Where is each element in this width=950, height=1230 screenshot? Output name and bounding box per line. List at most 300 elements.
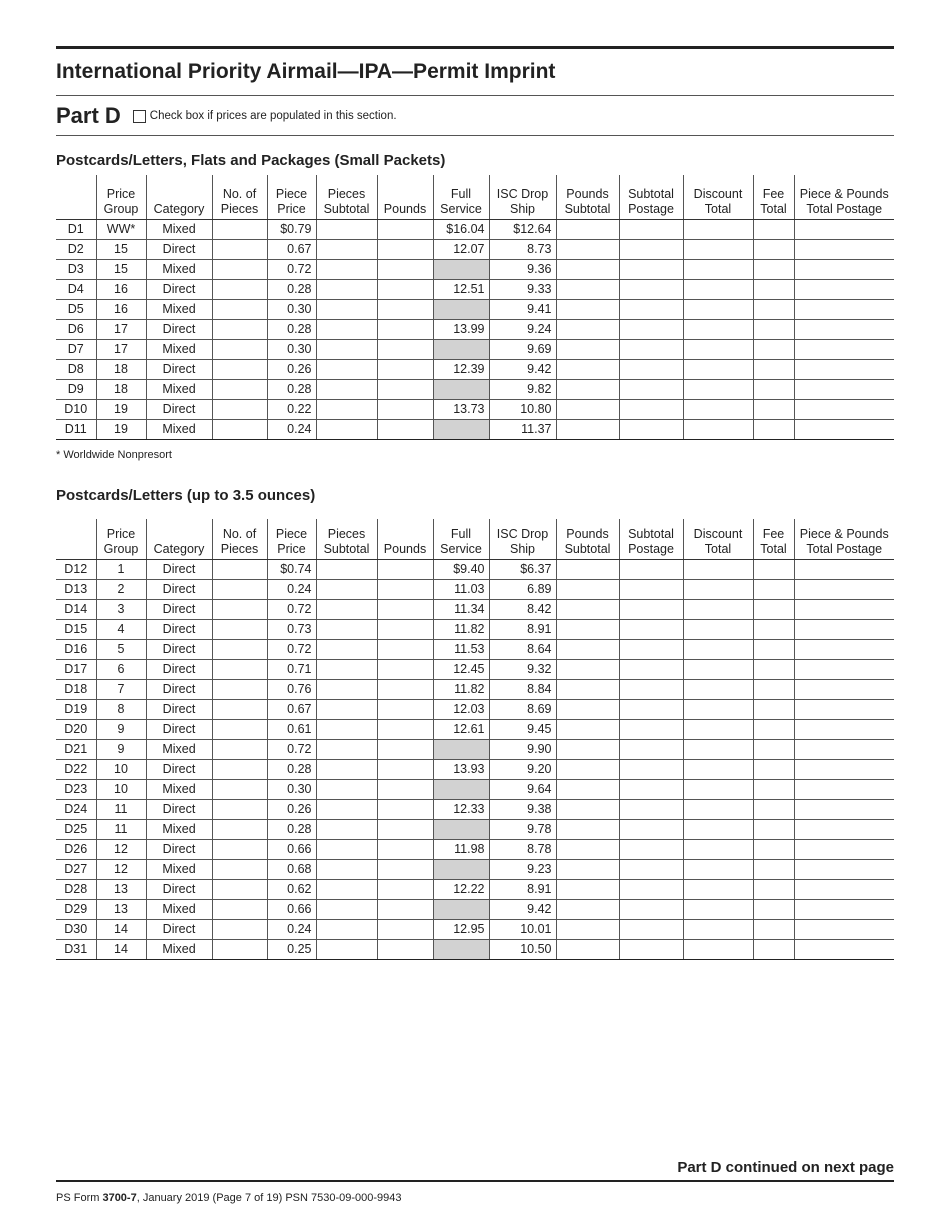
isc-drop-ship-price: 9.82: [489, 379, 556, 399]
discount-total-cell[interactable]: [683, 419, 753, 439]
no-of-pieces-cell[interactable]: [212, 279, 267, 299]
table-row: [56, 299, 894, 319]
pieces-subtotal-cell[interactable]: [316, 739, 377, 759]
pounds-subtotal-cell[interactable]: [556, 899, 619, 919]
no-of-pieces-cell[interactable]: [212, 239, 267, 259]
discount-total-cell[interactable]: [683, 599, 753, 619]
pounds-cell[interactable]: [377, 239, 433, 259]
pounds-subtotal-cell[interactable]: [556, 819, 619, 839]
total-postage-cell[interactable]: [794, 639, 894, 659]
pounds-cell[interactable]: [377, 899, 433, 919]
total-postage-cell[interactable]: [794, 679, 894, 699]
discount-total-cell[interactable]: [683, 279, 753, 299]
pounds-cell[interactable]: [377, 799, 433, 819]
pounds-subtotal-cell[interactable]: [556, 719, 619, 739]
line-id: D15: [56, 619, 96, 639]
total-postage-cell[interactable]: [794, 579, 894, 599]
subtotal-postage-cell[interactable]: [619, 639, 683, 659]
pounds-subtotal-cell[interactable]: [556, 219, 619, 239]
pieces-subtotal-cell[interactable]: [316, 899, 377, 919]
total-postage-cell[interactable]: [794, 279, 894, 299]
total-postage-cell[interactable]: [794, 399, 894, 419]
line-id: D8: [56, 359, 96, 379]
pounds-subtotal-cell[interactable]: [556, 299, 619, 319]
total-postage-cell[interactable]: [794, 799, 894, 819]
discount-total-cell[interactable]: [683, 379, 753, 399]
table-row: [56, 399, 894, 419]
total-postage-cell[interactable]: [794, 779, 894, 799]
pieces-subtotal-cell[interactable]: [316, 599, 377, 619]
pounds-subtotal-cell[interactable]: [556, 359, 619, 379]
subtotal-postage-cell[interactable]: [619, 219, 683, 239]
total-postage-cell[interactable]: [794, 259, 894, 279]
pounds-subtotal-cell[interactable]: [556, 619, 619, 639]
price-group: 16: [96, 299, 146, 319]
subtotal-postage-cell[interactable]: [619, 879, 683, 899]
pounds-cell[interactable]: [377, 919, 433, 939]
pounds-cell[interactable]: [377, 879, 433, 899]
line-id: D12: [56, 559, 96, 579]
fee-total-cell[interactable]: [753, 299, 794, 319]
subtotal-postage-cell[interactable]: [619, 419, 683, 439]
pounds-cell[interactable]: [377, 759, 433, 779]
header-text: Postage: [628, 541, 674, 556]
subtotal-postage-cell[interactable]: [619, 799, 683, 819]
pounds-cell[interactable]: [377, 399, 433, 419]
discount-total-cell[interactable]: [683, 339, 753, 359]
total-postage-cell[interactable]: [794, 219, 894, 239]
no-of-pieces-cell[interactable]: [212, 899, 267, 919]
header-total-postage: [794, 519, 894, 559]
pounds-cell[interactable]: [377, 939, 433, 959]
fee-total-cell[interactable]: [753, 759, 794, 779]
discount-total-cell[interactable]: [683, 559, 753, 579]
fee-total-cell[interactable]: [753, 919, 794, 939]
pieces-subtotal-cell[interactable]: [316, 239, 377, 259]
pounds-cell[interactable]: [377, 339, 433, 359]
pounds-subtotal-cell[interactable]: [556, 799, 619, 819]
subtotal-postage-cell[interactable]: [619, 679, 683, 699]
fee-total-cell[interactable]: [753, 599, 794, 619]
discount-total-cell[interactable]: [683, 739, 753, 759]
no-of-pieces-cell[interactable]: [212, 579, 267, 599]
full-service-price: 11.98: [433, 839, 489, 859]
total-postage-cell[interactable]: [794, 359, 894, 379]
pounds-subtotal-cell[interactable]: [556, 239, 619, 259]
no-of-pieces-cell[interactable]: [212, 259, 267, 279]
fee-total-cell[interactable]: [753, 219, 794, 239]
fee-total-cell[interactable]: [753, 939, 794, 959]
discount-total-cell[interactable]: [683, 359, 753, 379]
discount-total-cell[interactable]: [683, 899, 753, 919]
no-of-pieces-cell[interactable]: [212, 339, 267, 359]
fee-total-cell[interactable]: [753, 679, 794, 699]
fee-total-cell[interactable]: [753, 579, 794, 599]
pounds-subtotal-cell[interactable]: [556, 639, 619, 659]
pounds-cell[interactable]: [377, 839, 433, 859]
pounds-cell[interactable]: [377, 359, 433, 379]
discount-total-cell[interactable]: [683, 299, 753, 319]
fee-total-cell[interactable]: [753, 779, 794, 799]
pieces-subtotal-cell[interactable]: [316, 619, 377, 639]
subtotal-postage-cell[interactable]: [619, 739, 683, 759]
no-of-pieces-cell[interactable]: [212, 779, 267, 799]
fee-total-cell[interactable]: [753, 859, 794, 879]
discount-total-cell[interactable]: [683, 779, 753, 799]
no-of-pieces-cell[interactable]: [212, 699, 267, 719]
pounds-cell[interactable]: [377, 319, 433, 339]
pieces-subtotal-cell[interactable]: [316, 699, 377, 719]
no-of-pieces-cell[interactable]: [212, 639, 267, 659]
pieces-subtotal-cell[interactable]: [316, 839, 377, 859]
discount-total-cell[interactable]: [683, 939, 753, 959]
subtotal-postage-cell[interactable]: [619, 399, 683, 419]
continued-note: Part D continued on next page: [677, 1159, 894, 1176]
subtotal-postage-cell[interactable]: [619, 259, 683, 279]
no-of-pieces-cell[interactable]: [212, 659, 267, 679]
pounds-cell[interactable]: [377, 779, 433, 799]
price-group: 9: [96, 739, 146, 759]
pounds-subtotal-cell[interactable]: [556, 599, 619, 619]
pounds-cell[interactable]: [377, 739, 433, 759]
header-price-group: [96, 175, 146, 219]
subtotal-postage-cell[interactable]: [619, 859, 683, 879]
discount-total-cell[interactable]: [683, 819, 753, 839]
pounds-cell[interactable]: [377, 659, 433, 679]
pounds-subtotal-cell[interactable]: [556, 699, 619, 719]
total-postage-cell[interactable]: [794, 899, 894, 919]
subtotal-postage-cell[interactable]: [619, 719, 683, 739]
pounds-subtotal-cell[interactable]: [556, 659, 619, 679]
no-of-pieces-cell[interactable]: [212, 379, 267, 399]
header-text: Pieces: [327, 526, 366, 541]
total-postage-cell[interactable]: [794, 379, 894, 399]
fee-total-cell[interactable]: [753, 739, 794, 759]
pounds-subtotal-cell[interactable]: [556, 779, 619, 799]
total-postage-cell[interactable]: [794, 419, 894, 439]
pounds-cell[interactable]: [377, 679, 433, 699]
pounds-cell[interactable]: [377, 599, 433, 619]
total-postage-cell[interactable]: [794, 939, 894, 959]
no-of-pieces-cell[interactable]: [212, 759, 267, 779]
pounds-cell[interactable]: [377, 639, 433, 659]
pounds-subtotal-cell[interactable]: [556, 419, 619, 439]
category: Direct: [146, 239, 212, 259]
no-of-pieces-cell[interactable]: [212, 879, 267, 899]
discount-total-cell[interactable]: [683, 239, 753, 259]
subtotal-postage-cell[interactable]: [619, 779, 683, 799]
no-of-pieces-cell[interactable]: [212, 799, 267, 819]
discount-total-cell[interactable]: [683, 859, 753, 879]
subtotal-postage-cell[interactable]: [619, 819, 683, 839]
header-category: [146, 175, 212, 219]
subtotal-postage-cell[interactable]: [619, 359, 683, 379]
no-of-pieces-cell[interactable]: [212, 319, 267, 339]
fee-total-cell[interactable]: [753, 239, 794, 259]
subtotal-postage-cell[interactable]: [619, 299, 683, 319]
pounds-cell[interactable]: [377, 219, 433, 239]
pieces-subtotal-cell[interactable]: [316, 259, 377, 279]
header-text: Pounds: [566, 186, 609, 201]
pounds-cell[interactable]: [377, 579, 433, 599]
discount-total-cell[interactable]: [683, 759, 753, 779]
pieces-subtotal-cell[interactable]: [316, 759, 377, 779]
pounds-subtotal-cell[interactable]: [556, 579, 619, 599]
fee-total-cell[interactable]: [753, 339, 794, 359]
fee-total-cell[interactable]: [753, 379, 794, 399]
fee-total-cell[interactable]: [753, 359, 794, 379]
subtotal-postage-cell[interactable]: [619, 319, 683, 339]
no-of-pieces-cell[interactable]: [212, 399, 267, 419]
pounds-subtotal-cell[interactable]: [556, 279, 619, 299]
discount-total-cell[interactable]: [683, 259, 753, 279]
pieces-subtotal-cell[interactable]: [316, 339, 377, 359]
subtotal-postage-cell[interactable]: [619, 379, 683, 399]
pounds-subtotal-cell[interactable]: [556, 859, 619, 879]
total-postage-cell[interactable]: [794, 919, 894, 939]
pieces-subtotal-cell[interactable]: [316, 939, 377, 959]
table-row: [56, 619, 894, 639]
pieces-subtotal-cell[interactable]: [316, 919, 377, 939]
discount-total-cell[interactable]: [683, 219, 753, 239]
pounds-cell[interactable]: [377, 859, 433, 879]
full-service-price: [433, 899, 489, 919]
pounds-cell[interactable]: [377, 299, 433, 319]
pieces-subtotal-cell[interactable]: [316, 299, 377, 319]
pounds-cell[interactable]: [377, 259, 433, 279]
total-postage-cell[interactable]: [794, 759, 894, 779]
pounds-subtotal-cell[interactable]: [556, 759, 619, 779]
pieces-subtotal-cell[interactable]: [316, 399, 377, 419]
total-postage-cell[interactable]: [794, 339, 894, 359]
pounds-subtotal-cell[interactable]: [556, 679, 619, 699]
fee-total-cell[interactable]: [753, 399, 794, 419]
fee-total-cell[interactable]: [753, 699, 794, 719]
discount-total-cell[interactable]: [683, 659, 753, 679]
header-text: Total Postage: [806, 201, 883, 216]
pounds-subtotal-cell[interactable]: [556, 879, 619, 899]
subtotal-postage-cell[interactable]: [619, 279, 683, 299]
total-postage-cell[interactable]: [794, 659, 894, 679]
isc-drop-ship-price: 8.69: [489, 699, 556, 719]
pieces-subtotal-cell[interactable]: [316, 639, 377, 659]
total-postage-cell[interactable]: [794, 719, 894, 739]
total-postage-cell[interactable]: [794, 619, 894, 639]
no-of-pieces-cell[interactable]: [212, 599, 267, 619]
table-row: [56, 939, 894, 959]
total-postage-cell[interactable]: [794, 819, 894, 839]
total-postage-cell[interactable]: [794, 239, 894, 259]
pieces-subtotal-cell[interactable]: [316, 419, 377, 439]
subtotal-postage-cell[interactable]: [619, 919, 683, 939]
pounds-subtotal-cell[interactable]: [556, 839, 619, 859]
pounds-subtotal-cell[interactable]: [556, 339, 619, 359]
total-postage-cell[interactable]: [794, 879, 894, 899]
fee-total-cell[interactable]: [753, 799, 794, 819]
pieces-subtotal-cell[interactable]: [316, 379, 377, 399]
no-of-pieces-cell[interactable]: [212, 839, 267, 859]
subtotal-postage-cell[interactable]: [619, 599, 683, 619]
pieces-subtotal-cell[interactable]: [316, 319, 377, 339]
table-row: [56, 339, 894, 359]
total-postage-cell[interactable]: [794, 859, 894, 879]
isc-drop-ship-price: 8.42: [489, 599, 556, 619]
pieces-subtotal-cell[interactable]: [316, 579, 377, 599]
total-postage-cell[interactable]: [794, 299, 894, 319]
total-postage-cell[interactable]: [794, 559, 894, 579]
pieces-subtotal-cell[interactable]: [316, 719, 377, 739]
pieces-subtotal-cell[interactable]: [316, 819, 377, 839]
discount-total-cell[interactable]: [683, 699, 753, 719]
full-service-price: 12.95: [433, 919, 489, 939]
discount-total-cell[interactable]: [683, 619, 753, 639]
header-text: Price: [277, 201, 306, 216]
category: Mixed: [146, 419, 212, 439]
fee-total-cell[interactable]: [753, 899, 794, 919]
discount-total-cell[interactable]: [683, 879, 753, 899]
fee-total-cell[interactable]: [753, 819, 794, 839]
full-service-price: 12.33: [433, 799, 489, 819]
pieces-subtotal-cell[interactable]: [316, 559, 377, 579]
subtotal-postage-cell[interactable]: [619, 939, 683, 959]
pieces-subtotal-cell[interactable]: [316, 359, 377, 379]
form-footer: [56, 1192, 402, 1204]
no-of-pieces-cell[interactable]: [212, 939, 267, 959]
part-label: Part D: [56, 103, 121, 128]
subtotal-postage-cell[interactable]: [619, 659, 683, 679]
no-of-pieces-cell[interactable]: [212, 359, 267, 379]
category: Mixed: [146, 739, 212, 759]
fee-total-cell[interactable]: [753, 259, 794, 279]
fee-total-cell[interactable]: [753, 279, 794, 299]
isc-drop-ship-price: 8.91: [489, 619, 556, 639]
no-of-pieces-cell[interactable]: [212, 859, 267, 879]
pieces-subtotal-cell[interactable]: [316, 679, 377, 699]
pounds-cell[interactable]: [377, 699, 433, 719]
subtotal-postage-cell[interactable]: [619, 559, 683, 579]
discount-total-cell[interactable]: [683, 639, 753, 659]
subtotal-postage-cell[interactable]: [619, 699, 683, 719]
no-of-pieces-cell[interactable]: [212, 299, 267, 319]
no-of-pieces-cell[interactable]: [212, 739, 267, 759]
fee-total-cell[interactable]: [753, 419, 794, 439]
piece-price: 0.26: [267, 359, 316, 379]
total-postage-cell[interactable]: [794, 599, 894, 619]
total-postage-cell[interactable]: [794, 839, 894, 859]
discount-total-cell[interactable]: [683, 719, 753, 739]
pounds-cell[interactable]: [377, 559, 433, 579]
line-id: D16: [56, 639, 96, 659]
price-group: 19: [96, 399, 146, 419]
pieces-subtotal-cell[interactable]: [316, 279, 377, 299]
isc-drop-ship-price: 10.01: [489, 919, 556, 939]
price-group: 1: [96, 559, 146, 579]
fee-total-cell[interactable]: [753, 659, 794, 679]
no-of-pieces-cell[interactable]: [212, 419, 267, 439]
pieces-subtotal-cell[interactable]: [316, 799, 377, 819]
pieces-subtotal-cell[interactable]: [316, 859, 377, 879]
pieces-subtotal-cell[interactable]: [316, 219, 377, 239]
fee-total-cell[interactable]: [753, 639, 794, 659]
no-of-pieces-cell[interactable]: [212, 719, 267, 739]
category: Mixed: [146, 899, 212, 919]
price-group: 19: [96, 419, 146, 439]
subtotal-postage-cell[interactable]: [619, 239, 683, 259]
discount-total-cell[interactable]: [683, 679, 753, 699]
price-group: 12: [96, 859, 146, 879]
isc-drop-ship-price: 9.24: [489, 319, 556, 339]
no-of-pieces-cell[interactable]: [212, 679, 267, 699]
pounds-cell[interactable]: [377, 379, 433, 399]
discount-total-cell[interactable]: [683, 919, 753, 939]
discount-total-cell[interactable]: [683, 579, 753, 599]
prices-populated-checkbox[interactable]: [133, 110, 146, 123]
subtotal-postage-cell[interactable]: [619, 839, 683, 859]
discount-total-cell[interactable]: [683, 839, 753, 859]
subtotal-postage-cell[interactable]: [619, 759, 683, 779]
pounds-subtotal-cell[interactable]: [556, 319, 619, 339]
full-service-price: [433, 819, 489, 839]
total-postage-cell[interactable]: [794, 319, 894, 339]
category: Direct: [146, 879, 212, 899]
pounds-subtotal-cell[interactable]: [556, 259, 619, 279]
fee-total-cell[interactable]: [753, 839, 794, 859]
page-title: International Priority Airmail—IPA—Permit Imprint: [56, 60, 556, 83]
discount-total-cell[interactable]: [683, 319, 753, 339]
pounds-subtotal-cell[interactable]: [556, 939, 619, 959]
pieces-subtotal-cell[interactable]: [316, 659, 377, 679]
pounds-cell[interactable]: [377, 819, 433, 839]
discount-total-cell[interactable]: [683, 799, 753, 819]
fee-total-cell[interactable]: [753, 879, 794, 899]
subtotal-postage-cell[interactable]: [619, 339, 683, 359]
pounds-cell[interactable]: [377, 619, 433, 639]
subtotal-postage-cell[interactable]: [619, 619, 683, 639]
no-of-pieces-cell[interactable]: [212, 919, 267, 939]
no-of-pieces-cell[interactable]: [212, 619, 267, 639]
total-postage-cell[interactable]: [794, 699, 894, 719]
full-service-price: [433, 259, 489, 279]
no-of-pieces-cell[interactable]: [212, 819, 267, 839]
header-text: Pieces: [220, 201, 259, 216]
table-row: [56, 679, 894, 699]
fee-total-cell[interactable]: [753, 559, 794, 579]
piece-price: 0.28: [267, 379, 316, 399]
no-of-pieces-cell[interactable]: [212, 559, 267, 579]
fee-total-cell[interactable]: [753, 319, 794, 339]
table-row: [56, 239, 894, 259]
pounds-cell[interactable]: [377, 279, 433, 299]
discount-total-cell[interactable]: [683, 399, 753, 419]
pounds-subtotal-cell[interactable]: [556, 559, 619, 579]
piece-price: 0.72: [267, 739, 316, 759]
pounds-subtotal-cell[interactable]: [556, 399, 619, 419]
subtotal-postage-cell[interactable]: [619, 579, 683, 599]
fee-total-cell[interactable]: [753, 619, 794, 639]
header-text: Total Postage: [806, 541, 883, 556]
pounds-cell[interactable]: [377, 719, 433, 739]
pounds-subtotal-cell[interactable]: [556, 739, 619, 759]
pounds-cell[interactable]: [377, 419, 433, 439]
pieces-subtotal-cell[interactable]: [316, 879, 377, 899]
pounds-subtotal-cell[interactable]: [556, 919, 619, 939]
fee-total-cell[interactable]: [753, 719, 794, 739]
pounds-subtotal-cell[interactable]: [556, 379, 619, 399]
no-of-pieces-cell[interactable]: [212, 219, 267, 239]
total-postage-cell[interactable]: [794, 739, 894, 759]
pieces-subtotal-cell[interactable]: [316, 779, 377, 799]
subtotal-postage-cell[interactable]: [619, 899, 683, 919]
